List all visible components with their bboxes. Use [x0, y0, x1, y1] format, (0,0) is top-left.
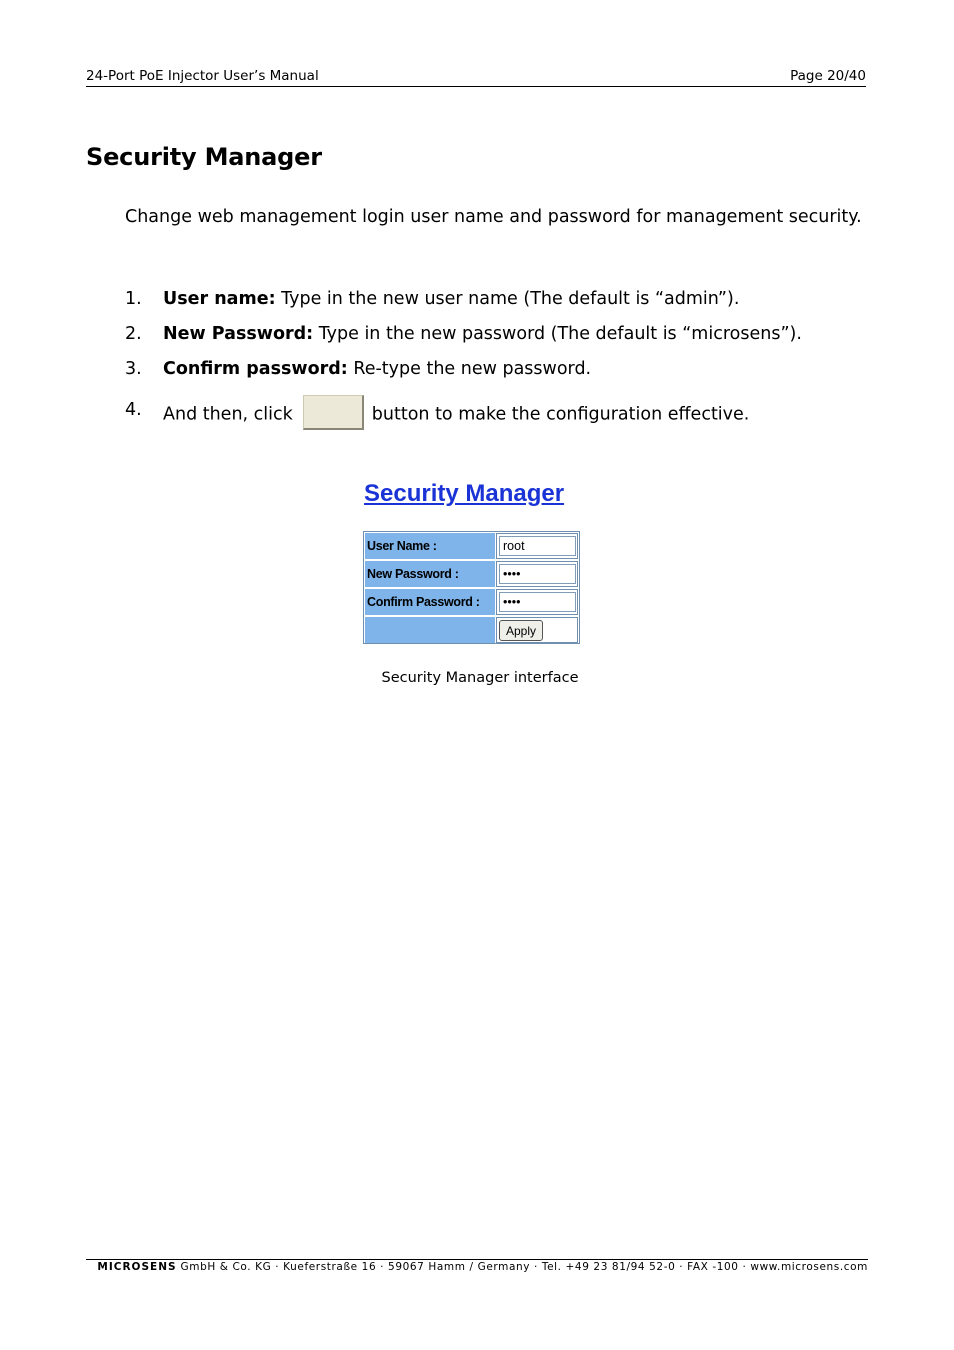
new-password-input[interactable] — [499, 564, 576, 584]
figure-caption: Security Manager interface — [381, 670, 579, 686]
form-row-confirm-password — [364, 588, 579, 616]
user-name-label: User Name : — [365, 533, 495, 559]
confirm-password-input[interactable] — [499, 592, 576, 612]
section-title: Security Manager — [86, 143, 322, 171]
step-term: Confirm password: — [163, 359, 348, 379]
form-row-apply — [364, 616, 579, 644]
footer-address: GmbH & Co. KG · Kueferstraße 16 · 59067 Hamm / Germany · Tel. +49 23 81/94 52-0 · FAX -100 · www.microsens.com — [176, 1261, 868, 1273]
security-manager-form — [363, 531, 580, 644]
form-row-user-name — [364, 532, 579, 560]
step-text-after: button to make the configuration effective. — [371, 404, 750, 425]
page-number: Page 20/40 — [790, 68, 866, 84]
step-term: New Password: — [163, 324, 314, 344]
new-password-label: New Password : — [365, 561, 495, 587]
step-text: Re-type the new password. — [347, 359, 592, 379]
step-number: 3. — [125, 359, 142, 379]
blank-apply-button-image — [303, 395, 364, 430]
form-row-new-password — [364, 560, 579, 588]
step-term: User name: — [163, 289, 276, 309]
empty-label-cell — [365, 617, 495, 643]
step-number: 4. — [125, 400, 142, 420]
footer-brand: MICROSENS — [97, 1261, 177, 1273]
intro-paragraph: Change web management login user name and password for management security. — [125, 207, 862, 227]
confirm-password-label: Confirm Password : — [365, 589, 495, 615]
manual-title: 24-Port PoE Injector User’s Manual — [86, 68, 319, 84]
step-number: 1. — [125, 289, 142, 309]
step-number: 2. — [125, 324, 142, 344]
step-text: Type in the new user name (The default is “admin”). — [275, 289, 740, 309]
step-text: Type in the new password (The default is “microsens”). — [313, 324, 802, 344]
page-header — [86, 67, 866, 87]
step-text-before: And then, click — [163, 404, 293, 425]
user-name-input[interactable] — [499, 536, 576, 556]
screenshot-title: Security Manager — [364, 480, 565, 507]
page-footer — [86, 1259, 868, 1273]
apply-button[interactable]: Apply — [499, 620, 543, 641]
